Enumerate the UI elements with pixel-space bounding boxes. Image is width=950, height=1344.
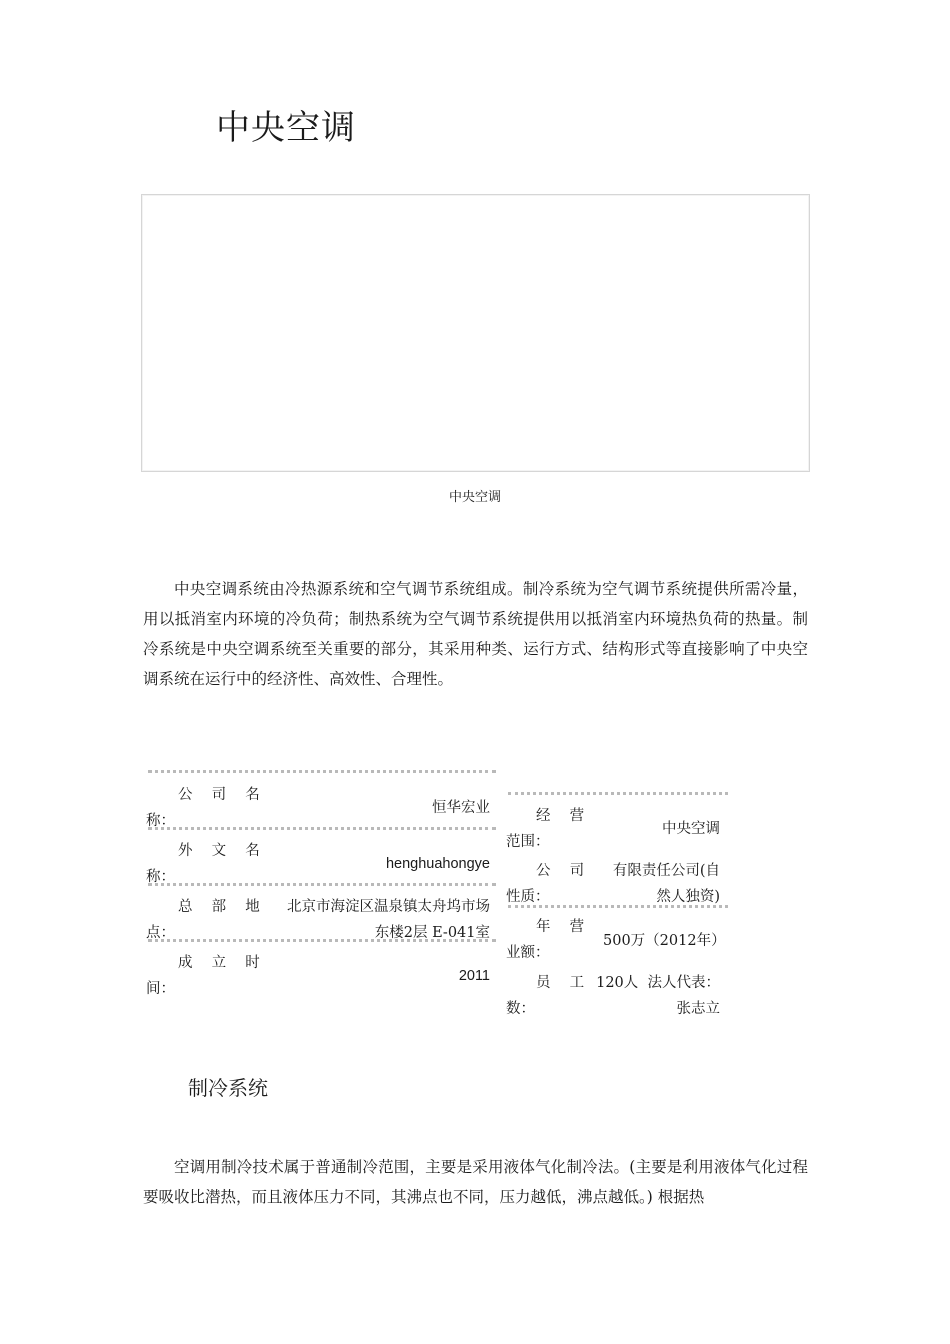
image-caption: 中央空调 <box>448 490 501 505</box>
company-name-value: 恒华宏业 <box>432 800 490 816</box>
foreign-name-label: 外 文 名 <box>178 843 267 859</box>
employees-label-end: 数： <box>506 1001 535 1017</box>
business-scope-label: 经 营 <box>536 808 592 824</box>
cooling-paragraph: 空调用制冷技术属于普通制冷范围，主要是采用液体气化制冷法。(主要是利用液体气化过程要吸收比潜热，而且液体压力不同，其沸点也不同，压力越低，沸点越低。) 根据热 <box>143 1158 808 1206</box>
table-rule <box>148 770 496 773</box>
legal-rep-value: 张志立 <box>676 1001 720 1017</box>
company-type-label: 公 司 <box>536 863 592 879</box>
page-title: 中央空调 <box>216 108 356 148</box>
employees-label: 员 工 <box>536 975 592 991</box>
hq-label-end: 点： <box>146 925 175 941</box>
founded-label-end: 间： <box>146 981 175 997</box>
foreign-name-label-end: 称： <box>146 869 175 885</box>
company-name-label-end: 称： <box>146 813 175 829</box>
section-heading: 制冷系统 <box>188 1076 268 1100</box>
hq-value-line1: 北京市海淀区温泉镇太舟坞市场 <box>287 899 490 915</box>
table-rule <box>508 905 728 908</box>
table-rule <box>148 939 496 942</box>
founded-label: 成 立 时 <box>178 955 267 971</box>
hq-label: 总 部 地 <box>178 899 267 915</box>
revenue-label: 年 营 <box>536 919 592 935</box>
company-name-label: 公 司 名 <box>178 787 267 803</box>
employees-value-line1: 120人 法人代表： <box>596 975 720 991</box>
company-type-label-end: 性质： <box>506 889 550 905</box>
hq-value-line2: 东楼2层 E-041室 <box>374 925 490 941</box>
image-placeholder <box>141 194 810 472</box>
company-type-value-line2: 然人独资) <box>656 889 720 905</box>
revenue-value: 500万（2012年） <box>603 933 726 949</box>
company-type-value-line1: 有限责任公司(自 <box>612 863 720 879</box>
intro-paragraph: 中央空调系统由冷热源系统和空气调节系统组成。制冷系统为空气调节系统提供所需冷量，用以抵消室内环境的冷负荷；制热系统为空气调节系统提供用以抵消室内环境热负荷的热量。制冷系统是中央空调系统至关重要的部分，其采用种类、运行方式、结构形式等直接影响了中央空调系统在运行中的经济性、高效性、合理性。 <box>143 580 808 688</box>
foreign-name-value: henghuahongye <box>385 856 490 872</box>
business-scope-value: 中央空调 <box>662 821 720 837</box>
table-rule <box>508 792 728 795</box>
founded-value: 2011 <box>458 968 490 984</box>
table-rule <box>148 883 496 886</box>
revenue-label-end: 业额： <box>506 945 550 961</box>
business-scope-label-end: 范围： <box>506 834 550 850</box>
table-rule <box>148 827 496 830</box>
